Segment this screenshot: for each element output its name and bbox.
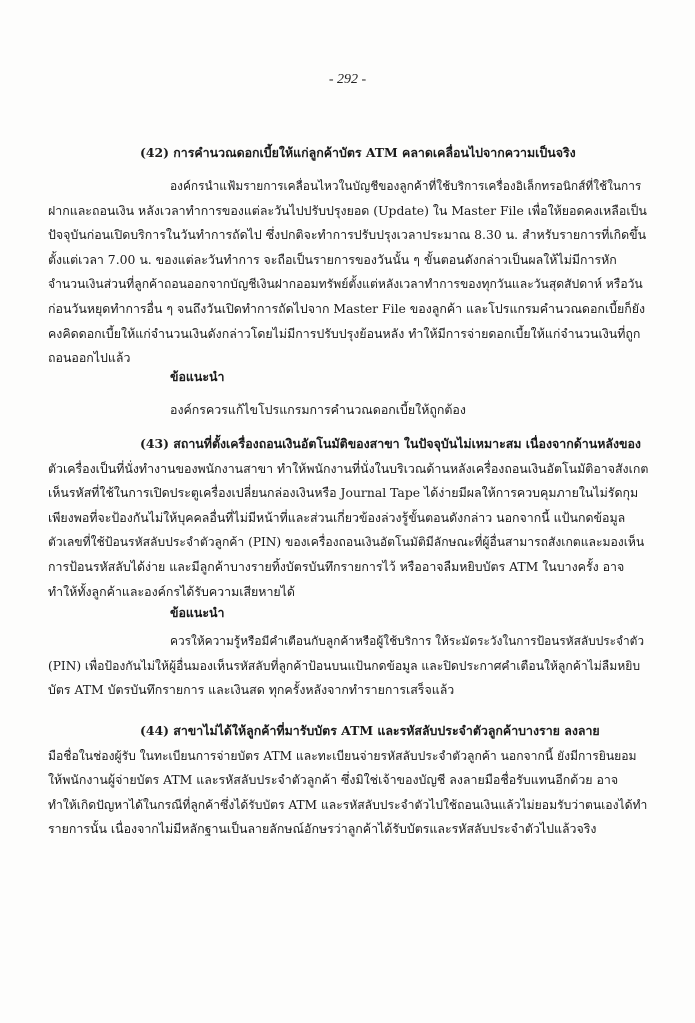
section-43-body <box>48 432 648 604</box>
section-42-line: องค์กรนำแฟ้มรายการเคลื่อนไหวในบัญชีของลูกค้าที่ใช้บริการเครื่องอิเล็กทรอนิกส์ที่ใช้ในการ <box>170 179 642 193</box>
section-43-recommendation-line: ควรให้ความรู้หรือมีคำเตือนกับลูกค้าหรือผู้ใช้บริการ ให้ระมัดระวังในการป้อนรหัสลับประจำตัว <box>170 634 645 648</box>
section-43-recommendation-line: บัตร ATM บัตรบันทึกรายการ และเงินสด ทุกครั้งหลังจากทำรายการเสร็จแล้ว <box>48 682 455 698</box>
section-43-line: ตัวเลขที่ใช้ป้อนรหัสลับประจำตัวลูกค้า (PIN) ของเครื่องถอนเงินอัตโนมัติมีลักษณะที่ผู้อื่นสามารถสังเกตและมองเห็น <box>48 535 645 550</box>
section-44-line: รายการนั้น เนื่องจากไม่มีหลักฐานเป็นลายลักษณ์อักษรว่าลูกค้าได้รับบัตรและรหัสลับประจำตัวไปแล้วจริง <box>48 821 597 837</box>
section-42-heading: (42) การคำนวณดอกเบี้ยให้แก่ลูกค้าบัตร ATM คลาดเคลื่อนไปจากความเป็นจริง <box>140 145 576 160</box>
section-43-line: การป้อนรหัสลับได้ง่าย และมีลูกค้าบางรายทิ้งบัตรบันทึกรายการไว้ หรืออาจลืมหยิบบัตร ATM ในบางครั้ง อาจ <box>48 558 625 574</box>
section-42-line: ตั้งแต่เวลา 7.00 น. ของแต่ละวันทำการ จะถือเป็นรายการของวันนั้น ๆ ขั้นตอนดังกล่าวเป็นผลให้ไม่มีการหัก <box>48 251 617 267</box>
section-42-line: จำนวนเงินส่วนที่ลูกค้าถอนออกจากบัญชีเงินฝากออมทรัพย์ตั้งแต่หลังเวลาทำการของทุกวันและวันสุดสัปดาห์ หรือวัน <box>48 277 643 292</box>
section-42-line: คงคิดดอกเบี้ยให้แก่จำนวนเงินดังกล่าวโดยไม่มีการปรับปรุงย้อนหลัง ทำให้มีการจ่ายดอกเบี้ยให้แก่จำนวนเงินที่ถูก <box>48 325 641 341</box>
section-43-line: เห็นรหัสที่ใช้ในการเปิดประตูเครื่องเปลี่ยนกล่องเงินหรือ Journal Tape ได้ง่ายมีผลให้การควบคุมภายในไม่รัดกุม <box>48 485 639 501</box>
section-43-recommendation-line: (PIN) เพื่อป้องกันไม่ให้ผู้อื่นมองเห็นรหัสลับที่ลูกค้าป้อนบนแป้นกดข้อมูล และปิดประกาศคำเตือนให้ลูกค้าไม่ลืมหยิบ <box>48 658 641 673</box>
section-42-recommendation-text: องค์กรควรแก้ไขโปรแกรมการคำนวณดอกเบี้ยให้ถูกต้อง <box>170 402 466 417</box>
section-42 <box>48 141 648 166</box>
section-42-body <box>48 174 648 371</box>
section-43-recommendation-heading: ข้อแนะนำ <box>170 605 225 620</box>
section-43-line: (43) สถานที่ตั้งเครื่องถอนเงินอัตโนมัติของสาขา ในปัจจุบันไม่เหมาะสม เนื่องจากด้านหลังของ <box>140 436 641 451</box>
section-43-line: เพียงพอที่จะป้องกันไม่ให้บุคคลอื่นที่ไม่มีหน้าที่และส่วนเกี่ยวข้องล่วงรู้ขั้นตอนดังกล่าว นอกจากนี้ แป้นกดข้อมูล <box>48 509 626 525</box>
section-42-line: ถอนออกไปแล้ว <box>48 350 131 366</box>
section-42-line: ฝากและถอนเงิน หลังเวลาทำการของแต่ละวันไปปรับปรุงยอด (Update) ใน Master File เพื่อให้ยอดคงเหลือเป็น <box>48 202 647 218</box>
page-number: - 292 - <box>328 72 367 87</box>
section-44-body <box>48 719 648 842</box>
section-42-line: ก่อนวันหยุดทำการอื่น ๆ จนถึงวันเปิดทำการถัดไปจาก Master File ของลูกค้า และโปรแกรมคำนวณดอกเบี้ยก็ยัง <box>48 300 646 316</box>
section-43-recommendation-body <box>48 629 648 703</box>
section-44-line: ทำให้เกิดปัญหาได้ในกรณีที่ลูกค้าซึ่งได้รับบัตร ATM และรหัสลับประจำตัวไปใช้ถอนเงินแล้วไม่ยอมรับว่าตนเองได้ทำ <box>48 797 648 812</box>
section-43-line: ตัวเครื่องเป็นที่นั่งทำงานของพนักงานสาขา ทำให้พนักงานที่นั่งในบริเวณด้านหลังเครื่องถอนเงินอัตโนมัติอาจสังเกต <box>48 460 648 476</box>
section-42-line: ปัจจุบันก่อนเปิดบริการในวันทำการถัดไป ซึ่งปกติจะทำการปรับปรุงเวลาประมาณ 8.30 น. สำหรับรายการที่เกิดขึ้น <box>48 227 647 243</box>
section-44-line: มือชื่อในช่องผู้รับ ในทะเบียนการจ่ายบัตร ATM และทะเบียนจ่ายรหัสลับประจำตัวลูกค้า นอกจากนี้ ยังมีการยินยอม <box>48 748 637 763</box>
section-44-line: (44) สาขาไม่ได้ให้ลูกค้าที่มารับบัตร ATM และรหัสลับประจำตัวลูกค้าบางราย ลงลาย <box>140 723 600 738</box>
section-42-recommendation-heading: ข้อแนะนำ <box>170 369 225 384</box>
section-43-line: ทำให้ทั้งลูกค้าและองค์กรได้รับความเสียหายได้ <box>48 583 295 599</box>
section-44-line: ให้พนักงานผู้จ่ายบัตร ATM และรหัสลับประจำตัวลูกค้า ซึ่งมิใช่เจ้าของบัญชี ลงลายมือชื่อรับแทนอีกด้วย อาจ <box>48 772 619 788</box>
